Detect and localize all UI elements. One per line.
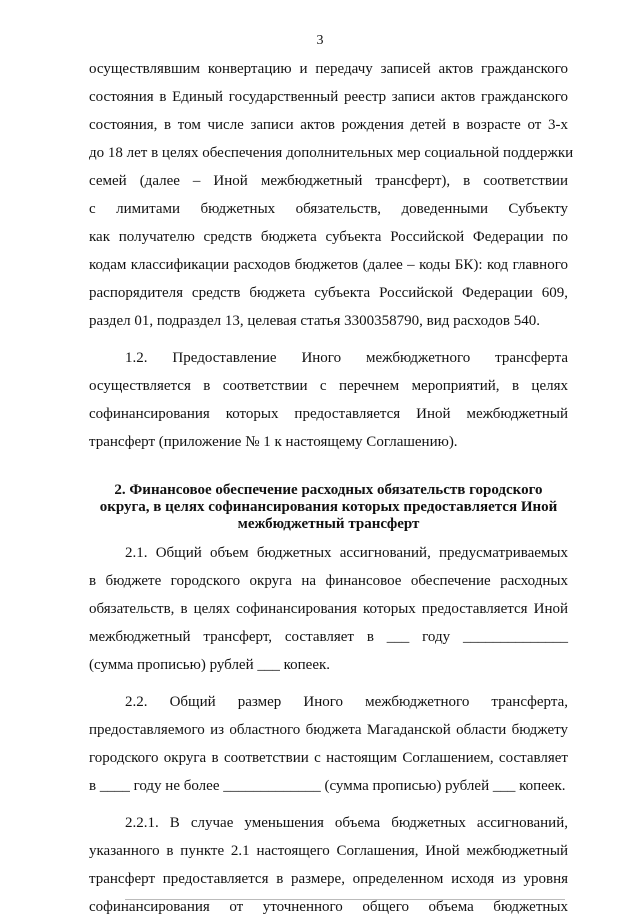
text-line: 2.2.1. В случае уменьшения объема бюджетных ассигнований, <box>125 815 568 831</box>
heading-line: 2. Финансовое обеспечение расходных обязательств городского <box>114 482 543 498</box>
text-line: предоставляемого из областного бюджета Магаданской области бюджету <box>89 722 568 738</box>
text-line: межбюджетный трансферт, составляет в ___ году ______________ <box>89 629 568 645</box>
text-line: в бюджете городского округа на финансовое обеспечение расходных <box>89 573 568 589</box>
text-line: (сумма прописью) рублей ___ копеек. <box>89 657 331 673</box>
text-line: состояния в Единый государственный реестр записи актов гражданского <box>89 89 568 105</box>
text-line: городского округа в соответствии с настоящим Соглашением, составляет <box>89 750 568 766</box>
text-line: как получателю средств бюджета субъекта Российской Федерации по <box>89 229 568 245</box>
text-line: 2.1. Общий объем бюджетных ассигнований, предусматриваемых <box>125 545 568 561</box>
heading-line: округа, в целях софинансирования которых предоставляется Иной <box>99 499 558 515</box>
text-line: в ____ году не более _____________ (сумма прописью) рублей ___ копеек. <box>89 778 566 794</box>
clause-2-2-1 <box>89 809 568 921</box>
text-line: с лимитами бюджетных обязательств, доведенными Субъекту <box>89 201 568 217</box>
text-line: 2.2. Общий размер Иного межбюджетного трансферта, <box>125 694 568 710</box>
text-line: кодам классификации расходов бюджетов (далее – коды БК): код главного <box>89 257 568 273</box>
paragraph-1 <box>89 55 574 335</box>
text-line: распорядителя средств бюджета субъекта Российской Федерации 609, <box>89 285 568 301</box>
text-line: указанного в пункте 2.1 настоящего Соглашения, Иной межбюджетный <box>89 843 568 859</box>
text-line: раздел 01, подраздел 13, целевая статья 3300358790, вид расходов 540. <box>89 313 540 329</box>
heading-line: межбюджетный трансферт <box>237 516 420 532</box>
page-number: 3 <box>316 33 324 48</box>
document-body <box>89 55 574 921</box>
text-line: обязательств, в целях софинансирования которых предоставляется Иной <box>89 601 568 617</box>
text-line: состояния, в том числе записи актов рождения детей в возрасте от 3-х <box>89 117 568 133</box>
text-line: осуществляется в соответствии с перечнем мероприятий, в целях <box>89 378 568 394</box>
text-line: 1.2. Предоставление Иного межбюджетного трансферта <box>125 350 568 366</box>
clause-2-2 <box>89 688 568 800</box>
section-2-heading <box>89 482 568 533</box>
text-line: софинансирования от уточненного общего объема бюджетных <box>89 899 568 915</box>
clause-1-2 <box>89 344 568 456</box>
text-line: осуществлявшим конвертацию и передачу записей актов гражданского <box>89 61 568 77</box>
text-line: софинансирования которых предоставляется Иной межбюджетный <box>89 406 568 422</box>
text-line: трансферт (приложение № 1 к настоящему Соглашению). <box>89 434 458 450</box>
text-line: до 18 лет в целях обеспечения дополнительных мер социальной поддержки <box>89 145 574 161</box>
text-line: семей (далее – Иной межбюджетный трансферт), в соответствии <box>89 173 568 189</box>
clause-2-1 <box>89 539 568 679</box>
scan-edge-line <box>125 899 565 901</box>
text-line: трансферт предоставляется в размере, определенном исходя из уровня <box>89 871 568 887</box>
